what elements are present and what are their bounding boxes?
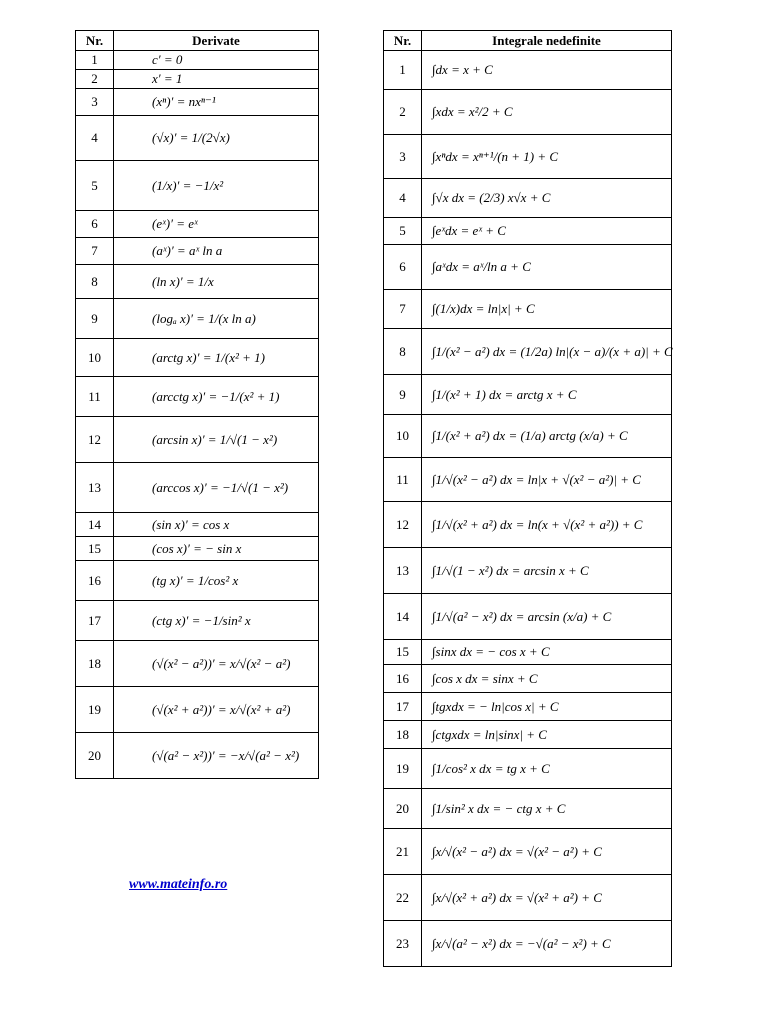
integral-row-number: 5 (384, 218, 422, 245)
derivative-row (76, 537, 319, 561)
derivative-formula: (arcsin x)′ = 1/√(1 − x²) (152, 431, 278, 447)
integral-formula-cell (422, 218, 672, 245)
derivative-row (76, 238, 319, 265)
integral-formula-cell (422, 640, 672, 665)
integral-formula-cell (422, 721, 672, 749)
derivative-formula-cell (114, 70, 319, 89)
integral-formula-cell (422, 829, 672, 875)
derivative-formula: (tg x)′ = 1/cos² x (152, 572, 239, 588)
derivative-row-number: 6 (76, 211, 114, 238)
derivative-formula: (cos x)′ = − sin x (152, 540, 242, 556)
derivatives-header-row (76, 31, 319, 51)
integral-row-number: 20 (384, 789, 422, 829)
integral-formula: ∫x/√(x² + a²) dx = √(x² + a²) + C (432, 889, 602, 905)
derivative-row (76, 463, 319, 513)
derivative-row (76, 377, 319, 417)
derivative-formula: (ctg x)′ = −1/sin² x (152, 612, 251, 628)
derivative-row-number: 15 (76, 537, 114, 561)
integral-formula: ∫sinx dx = − cos x + C (432, 644, 550, 659)
integral-formula: ∫xdx = x²/2 + C (432, 104, 513, 119)
integral-row (384, 135, 672, 179)
integral-formula: ∫eˣdx = eˣ + C (432, 223, 506, 238)
integral-formula: ∫1/cos² x dx = tg x + C (432, 760, 550, 776)
integral-formula-cell (422, 179, 672, 218)
integral-row-number: 16 (384, 665, 422, 693)
integral-formula: ∫1/√(1 − x²) dx = arcsin x + C (432, 562, 589, 578)
derivative-row (76, 687, 319, 733)
derivative-row-number: 9 (76, 299, 114, 339)
derivative-formula-cell (114, 687, 319, 733)
integral-formula-cell (422, 415, 672, 458)
integral-row (384, 502, 672, 548)
derivative-row (76, 70, 319, 89)
integral-row-number: 14 (384, 594, 422, 640)
derivative-formula-cell (114, 463, 319, 513)
integral-row-number: 15 (384, 640, 422, 665)
integral-formula-cell (422, 329, 672, 375)
integral-formula: ∫1/√(a² − x²) dx = arcsin (x/a) + C (432, 608, 612, 624)
integrals-header-row (384, 31, 672, 51)
integral-formula: ∫√x dx = (2/3) x√x + C (432, 190, 551, 205)
integral-formula: ∫dx = x + C (432, 62, 493, 77)
integral-row-number: 7 (384, 290, 422, 329)
integral-row-number: 18 (384, 721, 422, 749)
derivative-row-number: 4 (76, 116, 114, 161)
derivative-row (76, 417, 319, 463)
integral-row-number: 4 (384, 179, 422, 218)
integral-row-number: 22 (384, 875, 422, 921)
integral-formula-cell (422, 548, 672, 594)
integral-formula: ∫1/(x² + a²) dx = (1/a) arctg (x/a) + C (432, 428, 628, 443)
integral-formula: ∫xⁿdx = xⁿ⁺¹/(n + 1) + C (432, 148, 559, 164)
derivative-row-number: 13 (76, 463, 114, 513)
derivative-formula: (sin x)′ = cos x (152, 516, 230, 532)
integral-row-number: 12 (384, 502, 422, 548)
derivative-formula: (√x)′ = 1/(2√x) (152, 130, 230, 145)
integral-row-number: 10 (384, 415, 422, 458)
integral-formula-cell (422, 245, 672, 290)
integral-row (384, 548, 672, 594)
derivative-formula-cell (114, 537, 319, 561)
integral-formula: ∫1/(x² + 1) dx = arctg x + C (432, 386, 577, 402)
derivative-row (76, 561, 319, 601)
integral-formula-cell (422, 693, 672, 721)
integral-formula-cell (422, 921, 672, 967)
derivative-formula: c′ = 0 (152, 52, 183, 67)
integral-row (384, 218, 672, 245)
derivative-formula-cell (114, 601, 319, 641)
integral-formula: ∫1/sin² x dx = − ctg x + C (432, 800, 566, 816)
derivative-formula-cell (114, 211, 319, 238)
derivative-formula: (arccos x)′ = −1/√(1 − x²) (152, 479, 289, 495)
derivative-row (76, 116, 319, 161)
derivative-formula-cell (114, 116, 319, 161)
integral-formula-cell (422, 665, 672, 693)
integral-formula-cell (422, 875, 672, 921)
derivative-formula-cell (114, 238, 319, 265)
derivative-row (76, 641, 319, 687)
derivative-row (76, 89, 319, 116)
integral-row (384, 415, 672, 458)
integral-formula: ∫1/√(x² − a²) dx = ln|x + √(x² − a²)| + C (432, 471, 641, 487)
integral-row (384, 829, 672, 875)
derivative-formula: (√(x² − a²))′ = x/√(x² − a²) (152, 655, 291, 671)
integrals-header-nr: Nr. (384, 31, 422, 51)
integral-row (384, 665, 672, 693)
derivative-row-number: 3 (76, 89, 114, 116)
integral-formula: ∫1/(x² − a²) dx = (1/2a) ln|(x − a)/(x + a)| + C (432, 343, 673, 359)
derivative-formula-cell (114, 641, 319, 687)
derivative-formula: (logₐ x)′ = 1/(x ln a) (152, 310, 256, 326)
integral-formula: ∫x/√(x² − a²) dx = √(x² − a²) + C (432, 843, 602, 859)
derivatives-table (75, 30, 319, 779)
integral-formula-cell (422, 594, 672, 640)
integral-row-number: 8 (384, 329, 422, 375)
derivative-formula: (eˣ)′ = eˣ (152, 216, 198, 231)
integral-row (384, 290, 672, 329)
derivative-formula: (arctg x)′ = 1/(x² + 1) (152, 349, 265, 365)
derivative-formula-cell (114, 51, 319, 70)
integral-formula-cell (422, 135, 672, 179)
derivative-row (76, 51, 319, 70)
integral-row (384, 594, 672, 640)
derivative-row (76, 265, 319, 299)
derivative-row (76, 733, 319, 779)
derivative-formula-cell (114, 377, 319, 417)
derivative-row-number: 14 (76, 513, 114, 537)
integral-formula-cell (422, 789, 672, 829)
derivative-row-number: 16 (76, 561, 114, 601)
derivative-formula-cell (114, 299, 319, 339)
derivative-row (76, 211, 319, 238)
integral-row (384, 875, 672, 921)
derivative-formula: (√(x² + a²))′ = x/√(x² + a²) (152, 701, 291, 717)
derivative-row-number: 5 (76, 161, 114, 211)
integral-row (384, 51, 672, 90)
integral-formula-cell (422, 90, 672, 135)
derivative-formula-cell (114, 161, 319, 211)
integral-row (384, 458, 672, 502)
derivative-row-number: 19 (76, 687, 114, 733)
derivative-formula: (xⁿ)′ = nxⁿ⁻¹ (152, 94, 216, 109)
integral-formula: ∫x/√(a² − x²) dx = −√(a² − x²) + C (432, 935, 611, 951)
integrals-header-title: Integrale nedefinite (422, 31, 672, 51)
derivative-formula: x′ = 1 (152, 71, 183, 86)
derivative-row (76, 513, 319, 537)
integral-row-number: 17 (384, 693, 422, 721)
integral-formula: ∫aˣdx = aˣ/ln a + C (432, 259, 531, 274)
derivative-row-number: 11 (76, 377, 114, 417)
integral-row (384, 245, 672, 290)
derivative-row-number: 7 (76, 238, 114, 265)
integral-formula: ∫(1/x)dx = ln|x| + C (432, 301, 535, 316)
derivatives-header-title: Derivate (114, 31, 319, 51)
integral-formula: ∫1/√(x² + a²) dx = ln(x + √(x² + a²)) + C (432, 516, 643, 532)
derivative-row-number: 2 (76, 70, 114, 89)
integral-row (384, 375, 672, 415)
derivative-formula-cell (114, 513, 319, 537)
integral-row (384, 640, 672, 665)
integrals-table (383, 30, 672, 967)
integral-row-number: 2 (384, 90, 422, 135)
mateinfo-link[interactable]: www.mateinfo.ro (129, 877, 228, 892)
derivative-row-number: 10 (76, 339, 114, 377)
integral-formula-cell (422, 51, 672, 90)
integral-row (384, 749, 672, 789)
derivative-row-number: 8 (76, 265, 114, 299)
integral-row (384, 721, 672, 749)
integral-row-number: 13 (384, 548, 422, 594)
integral-row-number: 9 (384, 375, 422, 415)
integral-formula-cell (422, 502, 672, 548)
derivative-row-number: 20 (76, 733, 114, 779)
derivative-row-number: 1 (76, 51, 114, 70)
integral-formula: ∫tgxdx = − ln|cos x| + C (432, 698, 559, 714)
integral-row-number: 6 (384, 245, 422, 290)
derivative-row-number: 12 (76, 417, 114, 463)
derivative-formula-cell (114, 89, 319, 116)
derivative-row (76, 161, 319, 211)
derivative-row-number: 17 (76, 601, 114, 641)
integral-formula-cell (422, 375, 672, 415)
derivative-row (76, 299, 319, 339)
integral-formula: ∫ctgxdx = ln|sinx| + C (432, 726, 547, 742)
derivative-row-number: 18 (76, 641, 114, 687)
integral-row (384, 90, 672, 135)
derivative-row (76, 601, 319, 641)
derivative-formula-cell (114, 265, 319, 299)
derivative-formula: (aˣ)′ = aˣ ln a (152, 243, 223, 258)
integral-formula-cell (422, 290, 672, 329)
integral-row-number: 3 (384, 135, 422, 179)
derivative-row (76, 339, 319, 377)
derivative-formula-cell (114, 417, 319, 463)
integral-row-number: 21 (384, 829, 422, 875)
integral-row-number: 11 (384, 458, 422, 502)
derivative-formula: (√(a² − x²))′ = −x/√(a² − x²) (152, 747, 300, 763)
integral-formula: ∫cos x dx = sinx + C (432, 670, 538, 686)
derivative-formula: (arcctg x)′ = −1/(x² + 1) (152, 388, 280, 404)
integral-row-number: 23 (384, 921, 422, 967)
integral-row (384, 789, 672, 829)
integral-formula-cell (422, 458, 672, 502)
derivative-formula: (ln x)′ = 1/x (152, 273, 214, 289)
integral-row (384, 179, 672, 218)
integral-row (384, 693, 672, 721)
integral-row-number: 1 (384, 51, 422, 90)
integral-formula-cell (422, 749, 672, 789)
derivative-formula-cell (114, 339, 319, 377)
derivative-formula-cell (114, 561, 319, 601)
derivative-formula-cell (114, 733, 319, 779)
integral-row-number: 19 (384, 749, 422, 789)
derivative-formula: (1/x)′ = −1/x² (152, 177, 224, 193)
integral-row (384, 329, 672, 375)
derivatives-header-nr: Nr. (76, 31, 114, 51)
integral-row (384, 921, 672, 967)
